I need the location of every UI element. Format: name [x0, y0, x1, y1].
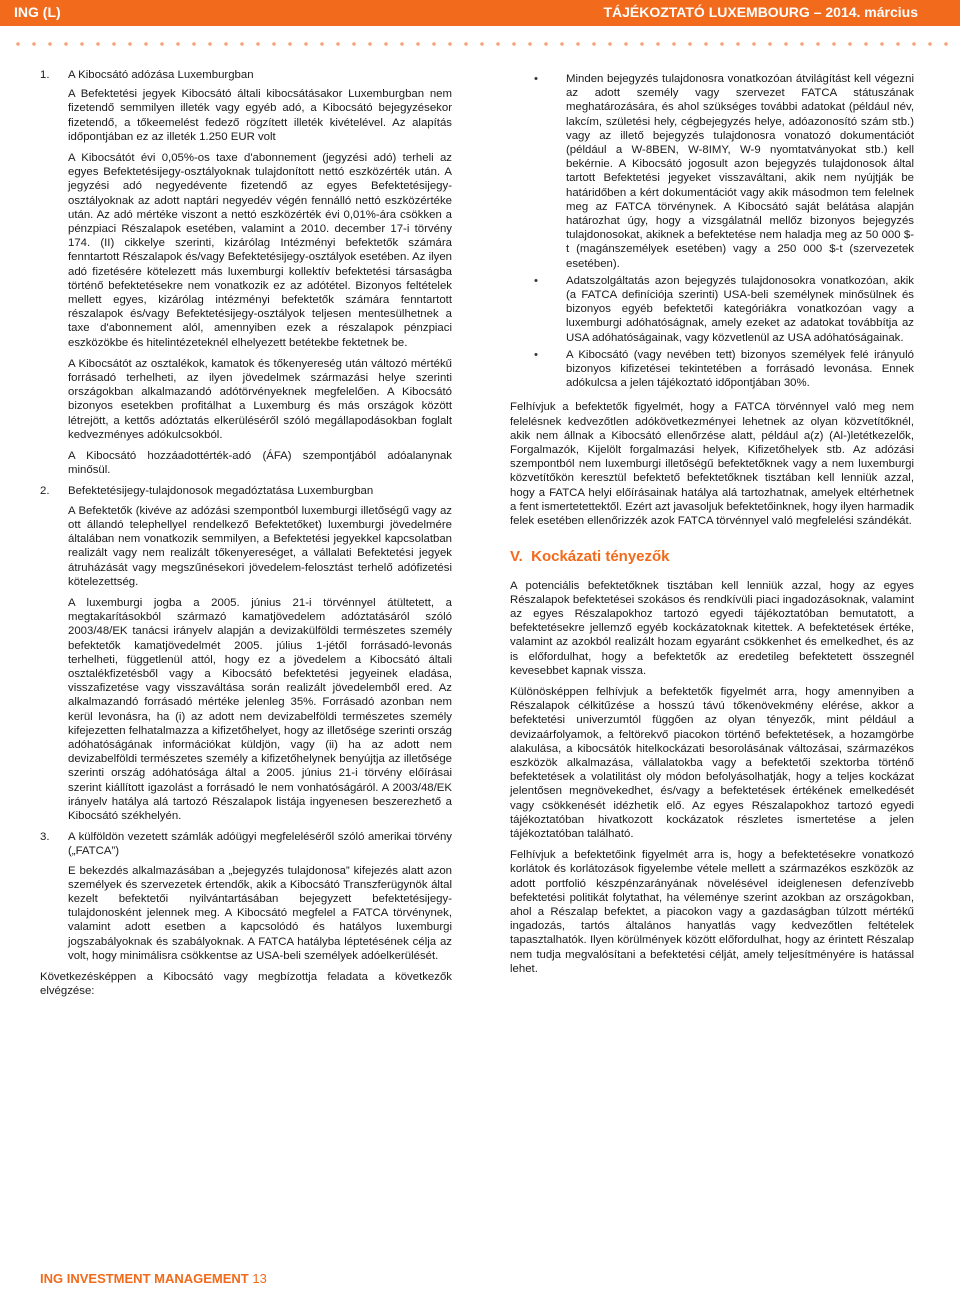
left-column	[40, 68, 452, 1005]
section-title: A Kibocsátó adózása Luxemburgban	[68, 69, 254, 81]
section-3	[40, 830, 452, 963]
header-bar	[0, 0, 960, 26]
right-column	[510, 72, 914, 983]
bullet-icon: •	[534, 348, 538, 361]
paragraph: A luxemburgi jogba a 2005. június 21-i törvénnyel átültetett, a megtakarításokból származó kamatjövedelem adóztatásáról szóló 2003/48/EK tanácsi irányelv alapján a devizakülföldi természetes személy befektetők kamatjövedelmét 2005. július 1-jétől forrásadó-levonás terhelheti, függetlenül attól, hogy ez a jövedelem a Kibocsátó általi osztalékfizetésből vagy a Kibocsátó befektetési jegyeinek eladása, visszafizetése vagy visszaváltása során realizált jövedelemből ered. Az alkalmazandó forrásadó mértéke jelenleg 35%. Forrásadó azonban nem kerül levonásra, ha (i) az adott nem devizabelföldi természetes személy kifejezetten felhatalmazza a kifizetőhelyet, hogy az illetősége szerinti ország adóhatóságának információkat küldjön, vagy (ii) ha az adott nem devizabelföldi természetes személy a kifizetőhelynek benyújtja az illetősége szerinti ország adóhatósága által a 2005. június 21-i törvény előírásai szerint kiállított igazolást a forrásadó le nem vonhatóságáról. A 2003/48/EK irányelv hatálya alá tartozó Részalapok listája ingyenesen beszerezhető a Kibocsátó székhelyén.	[68, 596, 452, 822]
dotted-divider	[10, 40, 950, 48]
paragraph: A Kibocsátót évi 0,05%-os taxe d'abonnement (jegyzési adó) terheli az egyes Befektetésijegy-osztályoknak tulajdonított nettó eszközérték után. A jegyzési adó negyedévente fizetendő az egyes Befektetésijegy-osztályoknak az adott naptári negyedév végén fennálló nettó eszközértéke után. Az adó mértéke viszont a nettó eszközérték évi 0,01%-ára csökken a pénzpiaci Részalapok esetében, valamint a 2010. december 17-i törvény 174. (II) cikkelye szerinti, kizárólag Intézményi befektetők számára fenntartott Részalapok és/vagy Befektetésijegy-osztályok esetében. Az ilyen adó fizetésére kötelezett más luxemburgi kollektív befektetési társaságba történő befektetésekre nem vonatkozik ez az adótétel. Bizonyos feltételek mellett egyes, kizárólag intézményi befektetők számára fenntartott részalapok és/vagy Befektetésijegy-osztályok teljesen mentesülhetnek a taxe d'abonnement alól, amennyiben ezek a részalapok pénzpiaci eszközökbe és hitelintézeteknél elhelyezett betétekbe fektetnek be.	[68, 152, 452, 349]
list-item: • A Kibocsátó (vagy nevében tett) bizonyos személyek felé irányuló bizonyos kifizetései tekintetében a forrásadó levonása. Ennek adókulcsa a jelen tájékoztató időpontjában 30%.	[534, 348, 914, 390]
section-2	[40, 484, 452, 823]
paragraph: Felhívjuk a befektetők figyelmét, hogy a FATCA törvénnyel való meg nem felelésnek kedvezőtlen adókövetkezményei lehetnek az olyan közvetítőknél, akik nem állnak a Kibocsátó ellenőrzése alatt, például a(z) (Al-)letétkezelők, Forgalmazók, Kijelölt forgalmazási helyek, Kifizetőhelyek stb. Az adózási szempontból nem luxemburgi illetőségű befektetőknek vagy a nem luxemburgi közvetítőkön keresztül befektető befektetőknek tisztában kell lenniük azzal, hogy a FATCA helyi előírásainak hatálya alá tartozhatnak, amelyek eltérhetnek a fent ismertetettektől. Ezért azt javasoljuk befektetőinknek, hogy ilyen harmadik felek esetében ellenőrizzék azok FATCA törvénnyel való megfelelési szándékát.	[510, 401, 914, 528]
bullet-icon: •	[534, 274, 538, 287]
paragraph: A Befektetési jegyek Kibocsátó általi kibocsátásakor Luxemburgban nem fizetendő semmilyen illeték vagy egyéb adó, a Kibocsátó bejegyzésekor fizetendő, a tőkeemelést fedező rögzített illeték kivételével. Az alapítás időpontjában ez az illeték 1.250 EUR volt	[68, 88, 452, 143]
bullet-icon: •	[534, 73, 538, 85]
paragraph: E bekezdés alkalmazásában a „bejegyzés tulajdonosa” kifejezés alatt azon személyek és szervezetek értendők, akik a Kibocsátó Transzferügynök által kezelt befektetői nyilvántartásában bejegyzett befektetésijegy-tulajdonosként jelennek meg. A Kibocsátó megfelel a FATCA törvénynek, valamint adott esetben a kapcsolódó és hatályos luxemburgi jogszabályoknak és szabályoknak. A FATCA hatályba léptetésének célja az volt, hogy minimálisra csökkentse az USA-beli személyek adóelkerülését.	[68, 864, 452, 962]
section-number: 3.	[40, 831, 50, 844]
header-right: TÁJÉKOZTATÓ LUXEMBOURG – 2014. március	[603, 4, 918, 20]
paragraph: Következésképpen a Kibocsátó vagy megbízottja feladata a következők elvégzése:	[40, 970, 452, 998]
header-left: ING (L)	[14, 4, 61, 20]
paragraph: Különösképpen felhívjuk a befektetők figyelmét arra, hogy amennyiben a Részalapok célkitűzése a hosszú távú tőkenövekmény elérése, akkor a befektetési univerzumtól függően az olyan tényezők, mint például a devizaárfolyamok, a feltörekvő piacokon történő befektetések, a hozamgörbe alakulása, a kibocsátók hitelkockázati besorolásának változásai, származékos eszközök alkalmazása, vállalatokba vagy a befektetői szektorba történő befektetések a volatilitást oly módon befolyásolhatják, hogy a teljes kockázat jelentősen megnövekedhet, és/vagy a befektetések értékének emelkedését vagy csökkenését idézhetik elő. Az egyes Részalapokhoz tartozó egyedi tájékoztatóban hivatkozott kockázatok részletes ismertetése a jelen tájékoztatóban található.	[510, 685, 914, 840]
paragraph: Felhívjuk a befektetőink figyelmét arra is, hogy a befektetésekre vonatkozó korlátok és korlátozások figyelembe vétele mellett a származékos eszközök az adott portfolió készpénzarányának növelésével ideiglenesen defenzívebb befektetési politikát folytathat, ha véleménye szerint azokban az országokban, ahol a Részalap befektet, a piacokon vagy a gazdaságban túlzott mértékű ingadozás, tartós általános hanyatlás vagy kedvezőtlen feltételek tapasztalhatók. Ilyen körülmények között előfordulhat, hogy az érintett Részalap nem tudja megvalósítani a befektetési célját, amely teljesítményére is hatással lehet.	[510, 849, 914, 975]
list-item: • Adatszolgáltatás azon bejegyzés tulajdonosokra vonatkozóan, akik (a FATCA definíciója szerinti) USA-beli személynek minősülnek és bizonyos egyéb befektetői kategóriákra vonatkozóan vagy a luxemburgi adóhatóságnak, amely ezeket az adatokat továbbítja az USA adóhatóságainak, vagy közvetlenül az USA adóhatóságainak.	[534, 274, 914, 344]
bullet-list	[510, 72, 914, 390]
list-item: • Minden bejegyzés tulajdonosra vonatkozóan átvilágítást kell végezni az adott személy vagy szervezet FATCA státuszának meghatározására, és ahol szükséges további adatokat (például név, lakcím, születési hely, cégbejegyzés helye, adóazonosító szám stb.) vagy az illető bejegyzés tulajdonosra vonatozó dokumentációt (például a W-8BEN, W-8IMY, W-9 nyomtatványokat stb.) kell bekérnie. A Kibocsátó jogosult azon bejegyzés tulajdonosok által tartott Befektetési jegyeket visszaváltani, akik nem nyújtják be határidőben a kért dokumentációt vagy akik másodmon tem felelnek meg az FATCA törvénynek. A Kibocsátó saját belátása alapján határozhat úgy, hogy a vizsgálatnál mellőz bizonyos bejegyzés tulajdonosokat, akiknek a befektetése nem haladja meg az 50 000 $-t (magánszemélyek esetében) vagy a 250 000 $-t (szervezetek esetében).	[534, 73, 914, 270]
page-number: 13	[252, 1271, 267, 1286]
section-number: 1.	[40, 69, 50, 81]
section-title: Befektetésijegy-tulajdonosok megadóztatása Luxemburgban	[68, 485, 374, 498]
paragraph: A Kibocsátót az osztalékok, kamatok és tőkenyereség után változó mértékű forrásadó terhelheti, az ilyen jövedelmek származási helye szerinti országokban alkalmazandó adótörvényeknek megfelelően. A Kibocsátó bizonyos esetekben profitálhat a Luxemburg és más országok között létrejött, a kettős adóztatás elkerüléséről szóló megállapodásokban foglalt kedvezményes adókulcsokból.	[68, 357, 452, 441]
section-heading: V. Kockázati tényezők	[510, 548, 670, 566]
section-number: 2.	[40, 485, 50, 498]
paragraph: A Befektetők (kivéve az adózási szempontból luxemburgi illetőségű vagy az ott állandó telephellyel rendelkező Befektetőket) luxemburgi jövedelmére általában nem vonatkozik semmilyen, a Befektetési jegyekkel kapcsolatban realizált vagy nem realizált tőkenyereséget, a vállalati Befektetési jegyek átruházását vagy megszűnésekori jövedelem-felosztást terhelő adófizetési kötelezettség.	[68, 504, 452, 588]
paragraph: A Kibocsátó hozzáadottérték-adó (ÁFA) szempontjából adóalanynak minősül.	[68, 450, 452, 477]
section-title: A külföldön vezetett számlák adóügyi megfeleléséről szóló amerikai törvény („FATCA”)	[68, 831, 452, 858]
footer	[40, 1271, 267, 1286]
section-1	[40, 68, 452, 477]
footer-brand: ING INVESTMENT MANAGEMENT	[40, 1271, 249, 1286]
paragraph: A potenciális befektetőknek tisztában kell lenniük azzal, hogy az egyes Részalapok befektetései szokásos és rendkívüli piaci ingadozásoknak, valamint az egyes Részalapokhoz tartozó egyedi tájékoztatóban bemutatott, a befektetésekre jellemző egyéb kockázatoknak kitettek. A befektetések értéke, valamint az azokból realizált hozam egyaránt csökkenhet és emelkedhet, és az is előfordulhat, hogy a befektetők az eredetileg befektetett összegnél kevesebbet kapnak vissza.	[510, 579, 914, 677]
